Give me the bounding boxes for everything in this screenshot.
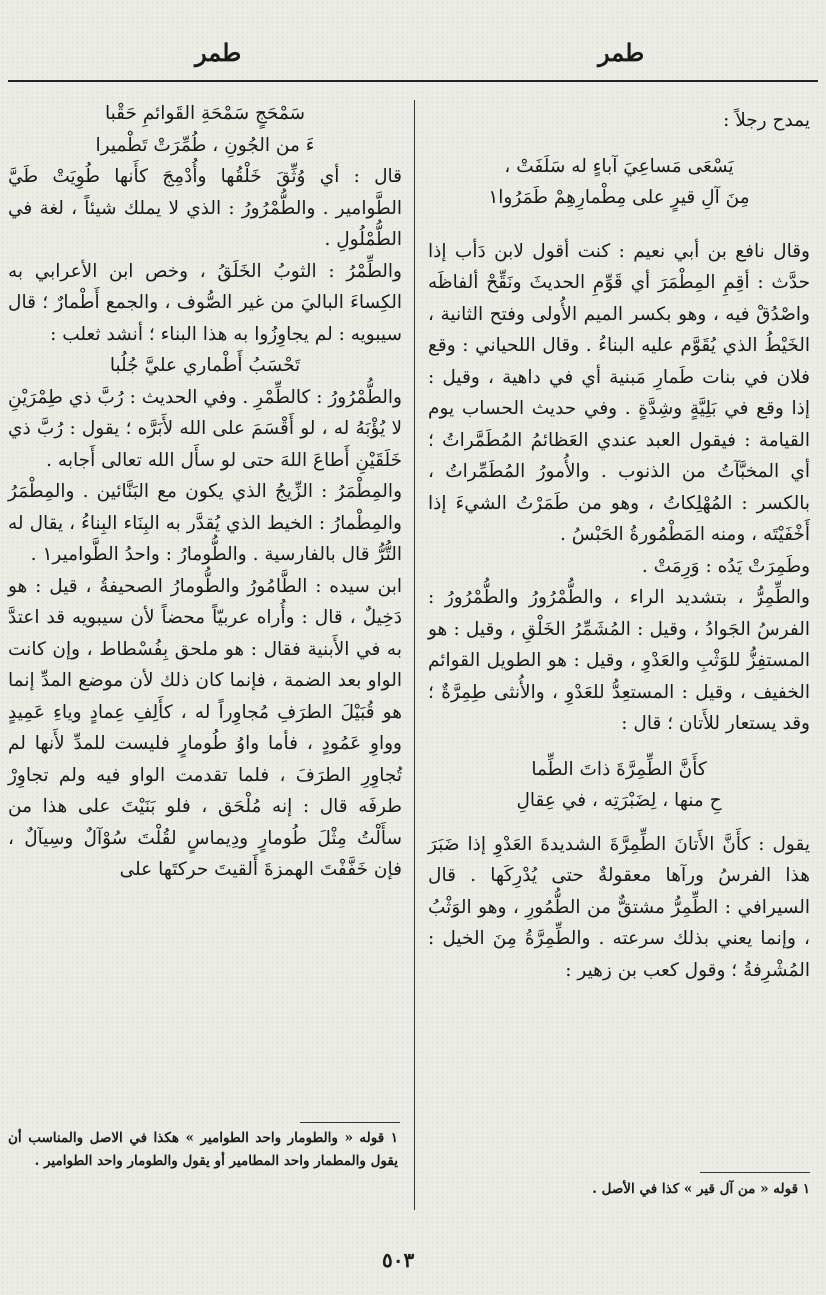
footnote-left: ١ قوله « والطومار واحد الطوامير » هكذا في الاصل والمناسب أن يقول والمطمار واحد المطامير أو يقول والطومار واحد الطوامير . bbox=[8, 1130, 398, 1169]
verse-line: ءَ من الجُونِ ، طُمِّرَتْ تَطْميرا bbox=[95, 134, 315, 156]
paragraph: والطُّمْرُورُ : كالطِّمْرِ . وفي الحديث : رُبَّ ذي طِمْرَيْنِ لا يُؤْبَهُ له ، لو أَقْسَمَ على الله لأَبَرَّه ؛ يقول : رُبَّ ذي خَلَقَيْنِ أَطاعَ اللهَ حتى لو سأَل الله تعالى أَجابه . bbox=[8, 386, 402, 471]
paragraph: والطِّمْرُ : الثوبُ الخَلَقُ ، وخص ابن الأعرابي به الكِساءَ الباليَ من غير الصُّوف ، والجمع أَطْمارٌ ؛ قال سيبويه : لم يجاوِزُوا به هذا البناء ؛ أنشد ثعلب : bbox=[8, 260, 402, 345]
verse-line: يَسْعَى مَساعِيَ آباءٍ له سَلَفَتْ ، bbox=[504, 155, 734, 177]
paragraph: وطَمِرَتْ يَدُه : وَرِمَتْ . bbox=[641, 555, 810, 577]
verse-line: مِنَ آلِ قيرٍ على مِطْمارِهِمْ طَمَرُوا١ bbox=[488, 187, 750, 208]
paragraph: يقول : كأَنَّ الأَتانَ الطِّمِرَّةَ الشديدةَ العَدْوِ إذا ضَبَرَ هذا الفرسُ ورآها معقولةٌ حتى يُدْرِكَها . قال السيرافي : الطِّمِرُّ مشتقٌّ من الطُّمُورِ ، وهو الوَثْبُ ، وإنما يعني بذلك سرعته . والطِّمِرَّةُ مِنَ الخيل : المُشْرِفةُ ؛ وقول كعب بن زهير : bbox=[428, 833, 810, 981]
left-column bbox=[8, 98, 402, 886]
running-head-right: طمر bbox=[598, 38, 645, 67]
paragraph: والمِطْمَرُ : الزِّيجُ الذي يكون مع البَنَّائين . والمِطْمَرُ والمِطْمارُ : الخيط الذي يُقدَّر به البِنَاء البِناءُ ، يقال له التُّرُّ قال بالفارسية . والطُّومارُ : واحدُ الطَّوامير١ . bbox=[8, 481, 402, 565]
column-divider bbox=[414, 100, 415, 1210]
footnote-rule-right bbox=[700, 1172, 810, 1173]
verse-line: كأَنَّ الطِّمِرَّةَ ذاتَ الطِّما bbox=[531, 758, 707, 780]
paragraph: ابن سيده : الطَّامُورُ والطُّومارُ الصحيفةُ ، قيل : هو دَخِيلٌ ، قال : وأُراه عربيّاً محضاً لأن سيبويه قد اعتدَّ به في الأَبنية فقال : هو ملحق بِفُسْطاط ، وإن كانت الواو بعد الضمة ، فإنما كان ذلك لأن موضع المدِّ إنما هو قُبَيْلَ الطرَفِ مُجاوِراً له ، كأَلِفِ عِمادٍ وياءِ عَمِيدٍ وواوِ عَمُودٍ ، فأما واوُ طُومارٍ فليست للمدِّ لأَنها لم تُجاوِرِ الطرَفَ ، فلما تقدمت الواو فيه ولم تجاوِرْ طرفَه قال : إنه مُلْحَق ، فلو بَنَيْتَ على هذا من سأَلْتُ مِثْلَ طُومارٍ ودِيماسٍ لقُلْتَ سُوْآلٌ وسِيآلٌ ، فإن خَفَّفْتَ الهمزةَ أَلقيتَ حركتَها على bbox=[8, 575, 402, 880]
page-number: ٥٠٣ bbox=[382, 1248, 415, 1272]
footnote-rule-left bbox=[300, 1122, 400, 1123]
running-head-left: طمر bbox=[195, 38, 242, 67]
verse-line: تَحْسَبُ أَطْماري عليَّ جُلُبا bbox=[109, 355, 301, 376]
footnote-right: ١ قوله « من آل قير » كذا في الأصل . bbox=[592, 1181, 810, 1197]
paragraph: قال : أي وُثِّقَ خَلْقُها وأُدْمِجَ كأَنها طُوِيَتْ طَيَّ الطَّوامير . والطُّمْرُورُ : الذي لا يملك شيئاً ، لغة في الطُّمْلُولِ . bbox=[8, 166, 402, 250]
paragraph: والطِّمِرُّ ، بتشديد الراء ، والطُّمْرُورُ والطُّمْرُورُ : الفرسُ الجَوادُ ، وقيل : المُشَمِّرُ الخَلْقِ ، وقيل : هو المستفِزُّ للوَثْبِ والعَدْوِ ، وقيل : هو الطويل القوائم الخفيف ، وقيل : المستعِدُّ للعَدْوِ ، والأُنثى طِمِرَّةٌ ؛ وقد يستعار للأَتان ؛ قال : bbox=[428, 587, 810, 734]
paragraph: يمدح رجلاً : bbox=[723, 110, 810, 131]
paragraph: وقال نافع بن أبي نعيم : كنت أقول لابن دَأب إذا حدَّث : أقِمِ المِطْمَرَ أي قَوِّمِ الحديثَ ونَقِّحْ ألفاظَه واصْدُقْ فيه ، وهو بكسر الميم الأُولى وفتح الثانية ، الخَيْطُ الذي يُقَوَّم عليه البناءُ . وقال اللحياني : وقع فلان في بنات طَمارِ مَبنية أي في داهية ، وقيل : إذا وقع في بَلِيَّةٍ وشِدَّةٍ . وفي حديث الحساب يوم القيامة : فيقول العبد عندي العَظائمُ المُطَمَّراتُ ؛ أي المخبَّآتُ من الذنوب . والأُمورُ المُطَمِّراتُ ، بالكسر : المُهْلِكاتُ ، وهو من طَمَرْتُ الشيءَ إذا أَخْفَيْتَه ، ومنه المَطْمُورةُ الحَبْسُ . bbox=[428, 240, 810, 545]
verse-line: سَمْحَجٍ سَمْحَةِ القَوائمِ حَقْبا bbox=[104, 103, 306, 124]
verse-line: حِ منها ، لِضَبْرَتِه ، في عِقالِ bbox=[516, 790, 722, 811]
right-column bbox=[428, 105, 810, 986]
header-rule bbox=[8, 80, 818, 82]
